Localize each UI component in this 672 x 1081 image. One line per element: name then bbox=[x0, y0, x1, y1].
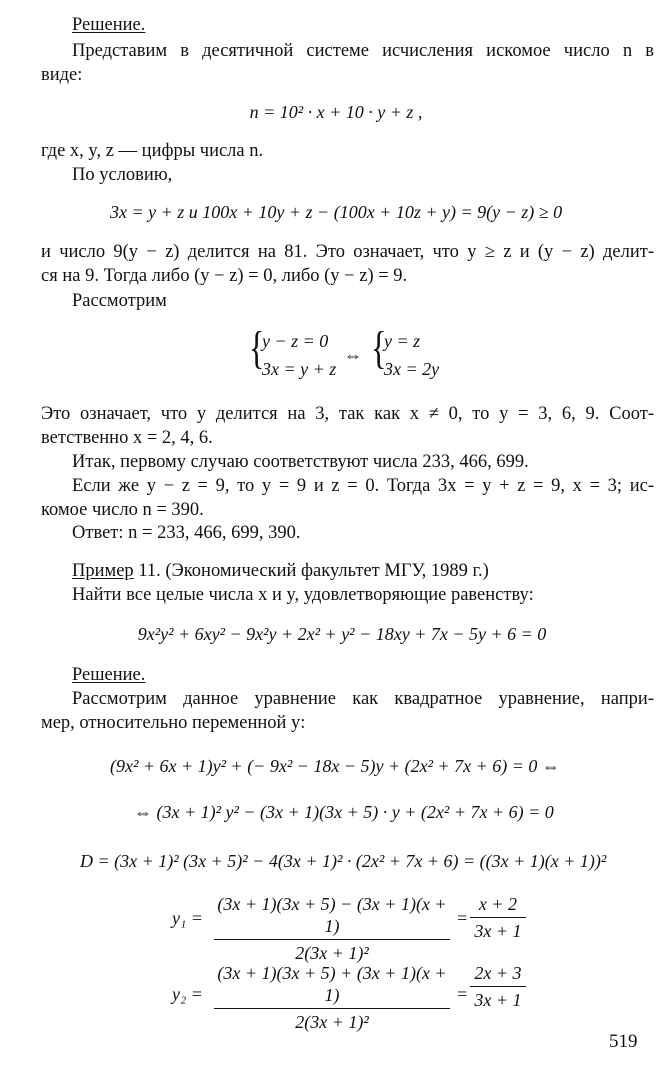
digits-note: где x, y, z — цифры числа n. bbox=[41, 141, 264, 161]
example-label: Пример bbox=[72, 561, 134, 581]
intro-text-continued: виде: bbox=[41, 65, 83, 85]
system-right-row-1: y = z bbox=[384, 331, 421, 351]
example-equation: 9x²y² + 6xy² − 9x²y + 2x² + y² − 18xy + 7x − 5y + 6 = 0 bbox=[137, 624, 547, 644]
quadratic-text-continued: мер, относительно переменной y: bbox=[41, 713, 306, 733]
left-brace: { bbox=[249, 322, 265, 373]
example-title-rest: 11. (Экономический факультет МГУ, 1989 г.) bbox=[133, 561, 489, 581]
intro-text: Представим в десятичной системе исчисления искомое число n в bbox=[72, 41, 654, 61]
right-brace: { bbox=[371, 322, 387, 373]
quadratic-text: Рассмотрим данное уравнение как квадратное уравнение, напри- bbox=[72, 689, 654, 709]
y2-label: y₂ = bbox=[172, 984, 203, 1004]
system-left-row-2: 3x = y + z bbox=[262, 359, 337, 379]
y2-result-numerator: 2x + 3 bbox=[470, 962, 526, 987]
y1-result-numerator: x + 2 bbox=[470, 893, 526, 918]
page-number: 519 bbox=[609, 1031, 638, 1052]
example-title bbox=[72, 560, 489, 582]
y2-denominator: 2(3x + 1)² bbox=[295, 1012, 369, 1032]
equivalence-arrow: ⇔ bbox=[344, 345, 362, 365]
divisibility-text: и число 9(y − z) делится на 81. Это означает, что y ≥ z и (y − z) делит- bbox=[41, 242, 654, 262]
meaning-text: Это означает, что y делится на 3, так как x ≠ 0, то y = 3, 6, 9. Соот- bbox=[41, 404, 654, 424]
y1-denominator: 2(3x + 1)² bbox=[295, 943, 369, 963]
system-right-row-2: 3x = 2y bbox=[384, 359, 440, 379]
second-case-text: Если же y − z = 9, то y = 9 и z = 0. Тогда 3x = y + z = 9, x = 3; ис- bbox=[72, 476, 654, 496]
y2-fraction bbox=[214, 962, 450, 1033]
solution-heading: Решение. bbox=[72, 15, 146, 35]
y1-result-denominator: 3x + 1 bbox=[474, 921, 522, 941]
first-case-text: Итак, первому случаю соответствуют числа 233, 466, 699. bbox=[72, 452, 529, 472]
meaning-text-continued: ветственно x = 2, 4, 6. bbox=[41, 428, 213, 448]
y1-equals: = bbox=[456, 908, 469, 928]
consider-text: Рассмотрим bbox=[72, 291, 167, 311]
solution2-heading: Решение. bbox=[72, 665, 146, 685]
divisibility-text-continued: ся на 9. Тогда либо (y − z) = 0, либо (y − z) = 9. bbox=[41, 266, 408, 286]
y1-result-fraction bbox=[470, 893, 526, 942]
by-condition-text: По условию, bbox=[72, 165, 173, 185]
y2-result-denominator: 3x + 1 bbox=[474, 990, 522, 1010]
y2-equals: = bbox=[456, 984, 469, 1004]
y2-result-fraction bbox=[470, 962, 526, 1011]
y2-numerator: (3x + 1)(3x + 5) + (3x + 1)(x + 1) bbox=[214, 962, 450, 1009]
second-case-text-continued: комое число n = 390. bbox=[41, 500, 204, 520]
y1-fraction bbox=[214, 893, 450, 964]
system-left-row-1: y − z = 0 bbox=[262, 331, 329, 351]
factored-equation: ⇔ (3x + 1)² y² − (3x + 1)(3x + 5) · y + (2x² + 7x + 6) = 0 bbox=[134, 802, 554, 822]
y1-numerator: (3x + 1)(3x + 5) − (3x + 1)(x + 1) bbox=[214, 893, 450, 940]
example-task: Найти все целые числа x и y, удовлетворяющие равенству: bbox=[72, 585, 534, 605]
answer-text: Ответ: n = 233, 466, 699, 390. bbox=[72, 523, 301, 543]
discriminant-formula: D = (3x + 1)² (3x + 5)² − 4(3x + 1)² · (2x² + 7x + 6) = ((3x + 1)(x + 1))² bbox=[80, 851, 607, 871]
y1-label: y₁ = bbox=[172, 908, 203, 928]
number-formula: n = 10² · x + 10 · y + z , bbox=[249, 102, 423, 122]
condition-formula: 3x = y + z и 100x + 10y + z − (100x + 10z + y) = 9(y − z) ≥ 0 bbox=[110, 202, 563, 222]
quadratic-equation: (9x² + 6x + 1)y² + (− 9x² − 18x − 5)y + (2x² + 7x + 6) = 0 ⇔ bbox=[110, 756, 560, 776]
